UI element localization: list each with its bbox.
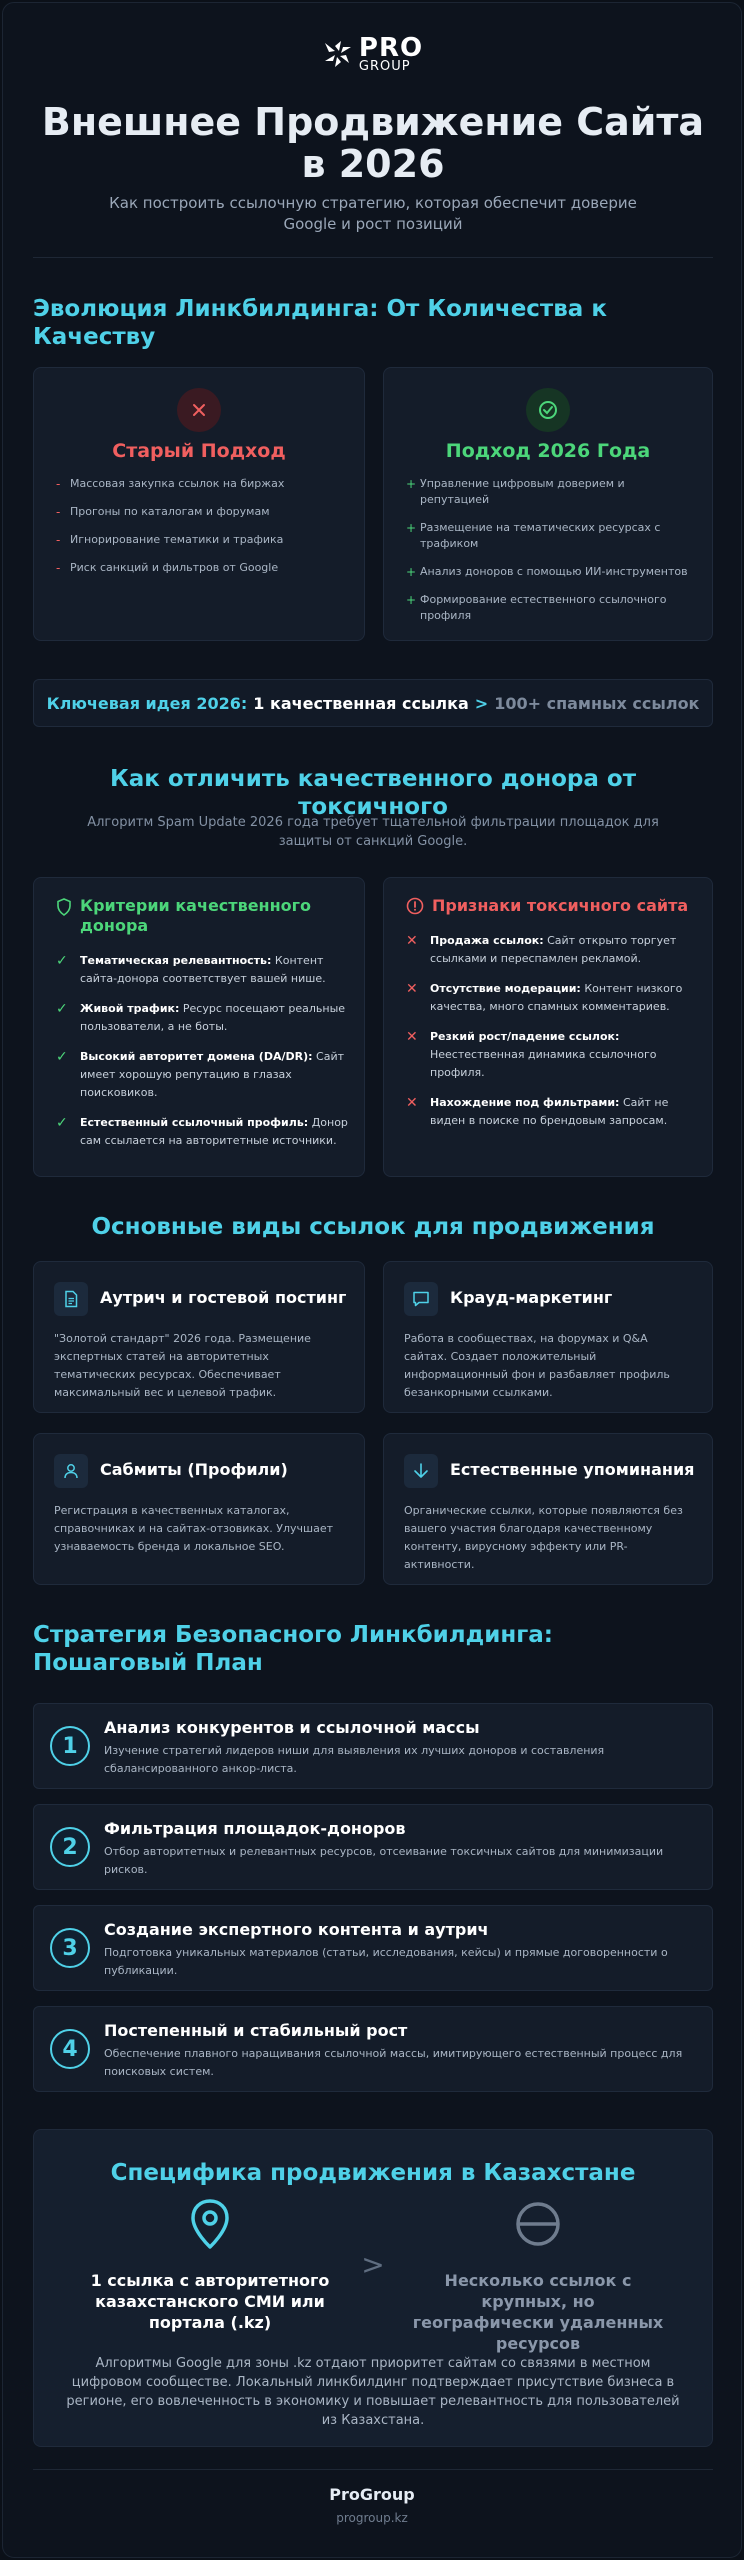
link-type-card [383, 1261, 713, 1413]
user-icon [54, 1454, 88, 1488]
list-item: ✓ Высокий авторитет домена (DA/DR): Сайт имеет хорошую репутацию в глазах поисковиков. [56, 1049, 345, 1099]
document-icon [54, 1282, 88, 1316]
kz-remote-column [408, 2198, 668, 2354]
brand-logo [3, 35, 741, 73]
map-pin-icon [188, 2198, 232, 2250]
old-approach-card [33, 367, 365, 641]
step-desc: Подготовка уникальных материалов (статьи, исследования, кейсы) и прямые договоренности о публикации. [104, 1946, 668, 1977]
new-approach-title: Подход 2026 Года [445, 440, 651, 462]
link-type-title: Аутрич и гостевой постинг [100, 1288, 347, 1307]
key-idea-banner [33, 679, 713, 727]
toxic-site-title: Признаки токсичного сайта [432, 896, 689, 915]
good-donor-header [56, 896, 348, 936]
kz-remote-text: Несколько ссылок с крупных, но географически удаленных ресурсов [412, 2271, 664, 2353]
link-type-desc: Работа в сообществах, на форумах и Q&A сайтах. Создает положительный информационный фон и разбавляет профиль безанкорными ссылками. [404, 1332, 670, 1399]
link-type-desc: Регистрация в качественных каталогах, справочниках и на сайтах-отзовиках. Улучшает узнаваемость бренда и локальное SEO. [54, 1504, 334, 1553]
key-idea-label: Ключевая идея 2026: [46, 693, 248, 713]
key-idea-rest: 100+ спамных ссылок [494, 693, 700, 713]
footer-divider [33, 2469, 713, 2470]
link-type-card [33, 1261, 365, 1413]
new-approach-card [383, 367, 713, 641]
list-item: ✕ Нахождение под фильтрами: Сайт не виден в поиске по брендовым запросам. [406, 1095, 669, 1127]
link-type-desc: Органические ссылки, которые появляются без вашего участия благодаря качественному контенту, вирусному эффекту или PR-активности. [404, 1504, 683, 1571]
kazakhstan-card [33, 2129, 713, 2447]
page-subtitle: Как построить ссылочную стратегию, которая обеспечит доверие Google и рост позиций [109, 194, 637, 233]
infographic-page [2, 2, 742, 2558]
link-type-title: Естественные упоминания [450, 1460, 695, 1479]
list-item: ✓ Живой трафик: Ресурс посещают реальные пользователи, а не боты. [56, 1001, 346, 1033]
good-donor-title: Критерии качественного донора [80, 896, 311, 935]
link-types-title: Основные виды ссылок для продвижения [91, 1214, 655, 1240]
old-approach-list [56, 476, 348, 588]
logo-mark-icon [321, 37, 355, 71]
list-item: + Анализ доноров с помощью ИИ-инструментов [406, 565, 688, 579]
chat-icon [404, 1282, 438, 1316]
step-desc: Обеспечение плавного наращивания ссылочной массы, имитирующего естественный процесс для поисковых систем. [104, 2047, 683, 2078]
list-item: ✕ Резкий рост/падение ссылок: Неестественная динамика ссылочного профиля. [406, 1029, 657, 1079]
strategy-title: Стратегия Безопасного Линкбилдинга: Пошаговый План [33, 1622, 553, 1676]
kazakhstan-desc: Алгоритмы Google для зоны .kz отдают приоритет сайтам со связями в местном цифровом сообществе. Локальный линкбилдинг подтверждает присутствие бизнеса в регионе, его вовлеченность в экономику и повышает релевантность для пользователей из Казахстана. [66, 2356, 680, 2428]
list-item: + Формирование естественного ссылочного профиля [406, 593, 667, 622]
strategy-step [33, 2006, 713, 2092]
new-approach-list [406, 476, 696, 636]
footer-url: progroup.kz [336, 2511, 408, 2525]
donors-subtitle: Алгоритм Spam Update 2026 года требует тщательной фильтрации площадок для защиты от санкций Google. [87, 815, 659, 849]
strategy-step [33, 1804, 713, 1890]
kazakhstan-title: Специфика продвижения в Казахстане [110, 2160, 636, 2186]
old-approach-title: Старый Подход [112, 440, 286, 462]
logo-sub-text: GROUP [358, 59, 411, 74]
strategy-step [33, 1703, 713, 1789]
link-type-card [33, 1433, 365, 1585]
step-title: Фильтрация площадок-доноров [104, 1819, 406, 1838]
toxic-site-card [383, 877, 713, 1177]
list-item: + Управление цифровым доверием и репутацией [406, 477, 625, 506]
alert-icon [406, 897, 424, 915]
kz-gt-sign: > [361, 2248, 385, 2281]
list-item: + Размещение на тематических ресурсах с трафиком [406, 521, 661, 550]
header-divider [33, 257, 713, 258]
link-type-card [383, 1433, 713, 1585]
list-item: - Игнорирование тематики и трафика [56, 533, 284, 547]
step-title: Постепенный и стабильный рост [104, 2021, 408, 2040]
strategy-step [33, 1905, 713, 1991]
evolution-title: Эволюция Линкбилдинга: От Количества к Качеству [33, 296, 607, 350]
step-title: Анализ конкурентов и ссылочной массы [104, 1718, 480, 1737]
list-item: ✓ Естественный ссылочный профиль: Донор сам ссылается на авторитетные источники. [56, 1115, 348, 1147]
list-item: ✓ Тематическая релевантность: Контент сайта-донора соответствует вашей нише. [56, 953, 326, 985]
link-type-title: Крауд-маркетинг [450, 1288, 613, 1307]
list-item: - Массовая закупка ссылок на биржах [56, 477, 285, 491]
list-item: - Прогоны по каталогам и форумам [56, 505, 270, 519]
good-donor-card [33, 877, 365, 1177]
donors-title: Как отличить качественного донора от токсичного [109, 766, 637, 820]
link-type-desc: "Золотой стандарт" 2026 года. Размещение экспертных статей на авторитетных тематических ресурсах. Обеспечивает максимальный вес и целевой трафик. [54, 1332, 311, 1399]
good-donor-list [56, 952, 348, 1162]
arrow-down-icon [404, 1454, 438, 1488]
footer-brand: ProGroup [329, 2485, 415, 2504]
step-number: 4 [50, 2029, 90, 2069]
shield-icon [56, 898, 72, 916]
check-badge-icon [526, 388, 570, 432]
key-idea-gt: > [474, 693, 489, 713]
step-number: 1 [50, 1726, 90, 1766]
key-idea-main: 1 качественная ссылка [253, 693, 469, 713]
step-title: Создание экспертного контента и аутрич [104, 1920, 489, 1939]
list-item: - Риск санкций и фильтров от Google [56, 561, 279, 575]
list-item: ✕ Отсутствие модерации: Контент низкого качества, много спамных комментариев. [406, 981, 683, 1013]
link-type-title: Сабмиты (Профили) [100, 1460, 288, 1479]
step-number: 3 [50, 1928, 90, 1968]
step-number: 2 [50, 1827, 90, 1867]
step-desc: Отбор авторитетных и релевантных ресурсов, отсеивание токсичных сайтов для минимизации рисков. [104, 1845, 664, 1876]
kz-local-text: 1 ссылка с авторитетного казахстанского СМИ или портала (.kz) [90, 2271, 330, 2332]
step-desc: Изучение стратегий лидеров ниши для выявления их лучших доноров и составления сбалансированного анкор-листа. [104, 1744, 605, 1775]
toxic-site-header [406, 896, 696, 916]
globe-icon [514, 2198, 562, 2250]
list-item: ✕ Продажа ссылок: Сайт открыто торгует ссылками и переспамлен рекламой. [406, 933, 677, 965]
page-title: Внешнее Продвижение Сайта в 2026 [41, 100, 705, 186]
close-icon [177, 388, 221, 432]
logo-wordmark [359, 35, 423, 73]
logo-main-text: PRO [358, 33, 424, 63]
toxic-site-list [406, 932, 696, 1142]
